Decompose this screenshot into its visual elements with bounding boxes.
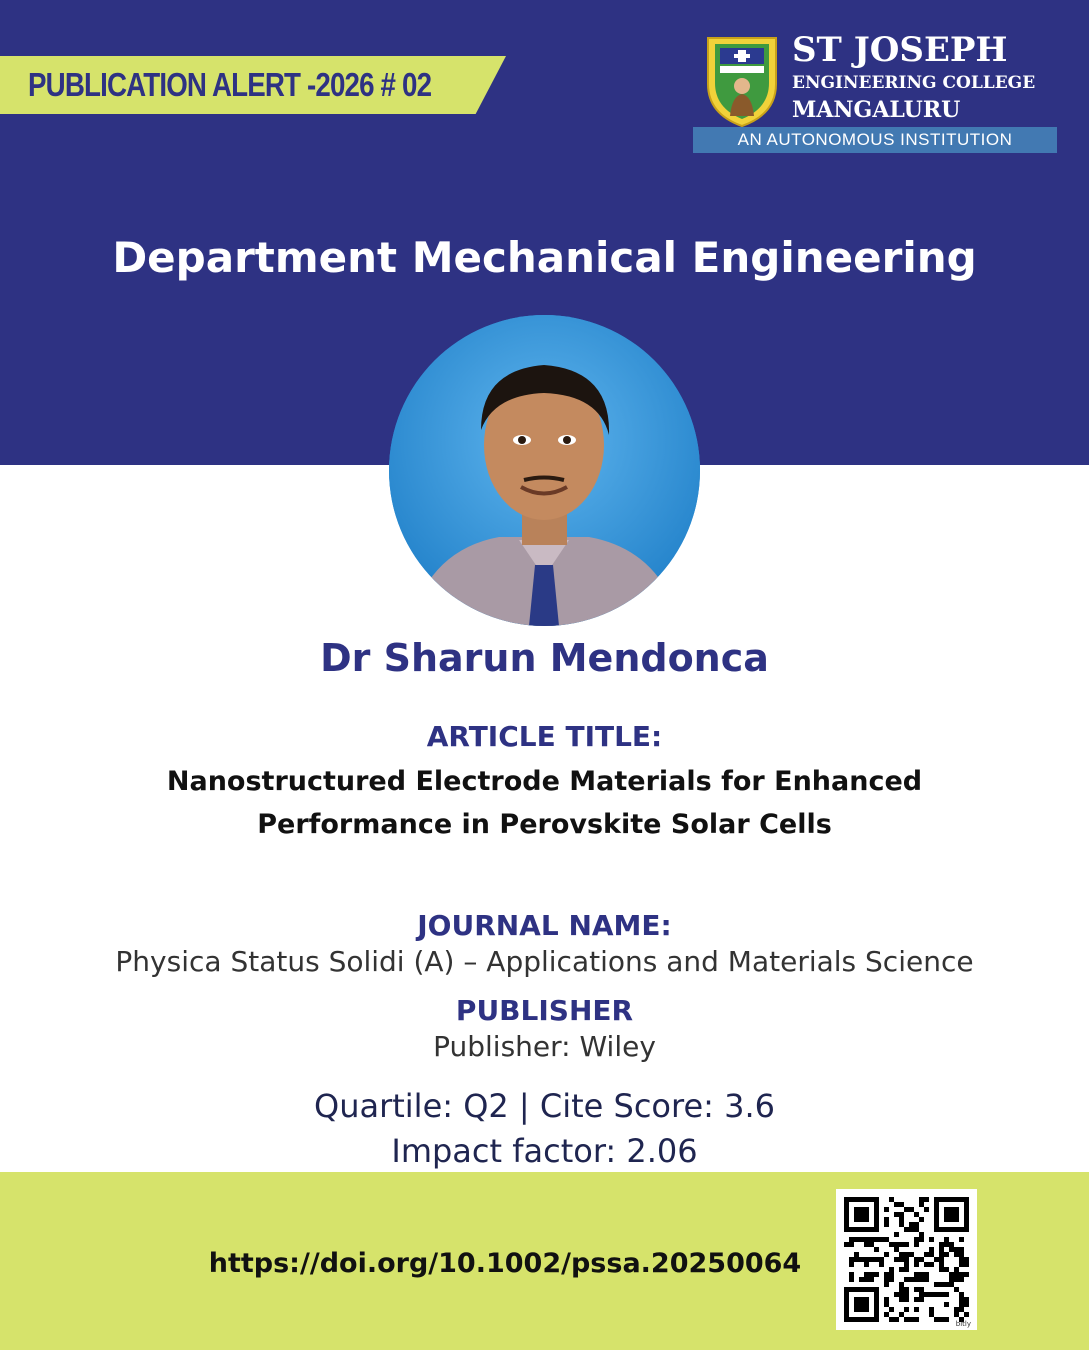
department-title: Department Mechanical Engineering: [112, 233, 977, 282]
college-subtitle: ENGINEERING COLLEGE: [792, 73, 1036, 93]
qr-code[interactable]: [836, 1189, 977, 1330]
qr-code-icon: [844, 1197, 969, 1322]
article-title: Nanostructured Electrode Materials for Enhanced Performance in Perovskite Solar Cells: [166, 766, 923, 840]
college-crest-icon: [702, 34, 782, 128]
autonomous-tag: AN AUTONOMOUS INSTITUTION: [693, 127, 1057, 153]
publisher-label: PUBLISHER: [455, 994, 634, 1027]
qr-tag: bitly: [955, 1320, 971, 1328]
article-title-label: ARTICLE TITLE:: [426, 720, 663, 753]
journal-name: Physica Status Solidi (A) – Applications and Materials Science: [115, 945, 974, 978]
publisher-value: Publisher: Wiley: [433, 1030, 656, 1063]
publication-alert-label: PUBLICATION ALERT -2026 # 02: [28, 66, 432, 103]
doi-link[interactable]: https://doi.org/10.1002/pssa.20250064: [208, 1248, 802, 1279]
impact-factor: Impact factor: 2.06: [391, 1132, 698, 1170]
college-name: ST JOSEPH: [792, 30, 1008, 70]
author-name: Dr Sharun Mendonca: [320, 636, 769, 680]
college-city: MANGALURU: [792, 97, 961, 123]
journal-name-label: JOURNAL NAME:: [417, 909, 672, 942]
college-logo: [690, 30, 1060, 160]
quartile-cite-score: Quartile: Q2 | Cite Score: 3.6: [314, 1087, 775, 1125]
author-photo: [389, 315, 700, 626]
